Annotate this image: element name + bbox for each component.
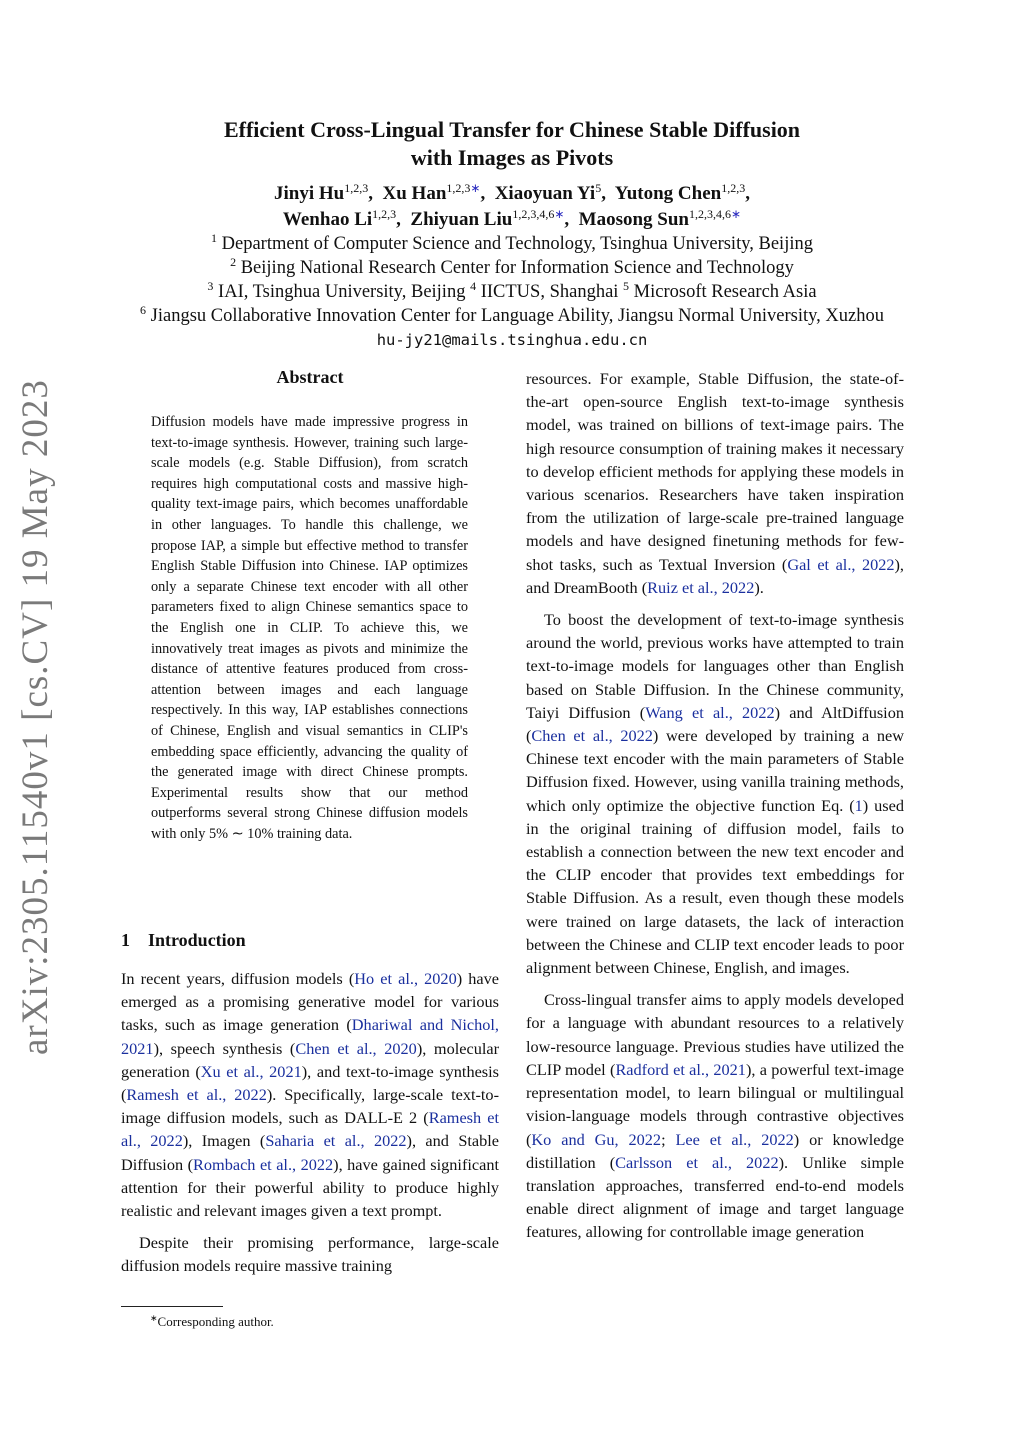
author-affil-sup: 1,2,3,4,6 bbox=[689, 207, 731, 221]
paragraph-text: ) and AltDiffusion ( bbox=[526, 702, 904, 746]
right-column bbox=[526, 367, 904, 1253]
paragraph bbox=[121, 967, 499, 1222]
paragraph bbox=[526, 367, 904, 599]
author-name: Yutong Chen bbox=[614, 183, 722, 204]
paragraph bbox=[121, 1231, 499, 1277]
citation-link[interactable]: Ramesh et al., 2022 bbox=[121, 1108, 499, 1151]
author-line-1: Jinyi Hu$^{1,2,3}$, Xu Han$^{1,2,3∗}$, Xiaoyuan Yi$^5$, Yutong Chen$^{1,2,3}$, bbox=[274, 181, 750, 204]
paragraph-text: ), and Stable Diffusion ( bbox=[121, 1131, 500, 1174]
author-name: Jinyi Hu bbox=[274, 183, 345, 204]
citation-link[interactable]: Dhariwal and Nichol, 2021 bbox=[121, 1015, 499, 1058]
citation-link[interactable]: Chen et al., 2022 bbox=[531, 726, 653, 746]
paragraph-text: ) were developed by training a new Chinese text encoder with the main parameters of Stable Diffusion fixed. However, using vanilla training methods, which only optimize the objective function Eq. ( bbox=[526, 726, 905, 815]
citation-link[interactable]: Ramesh et al., 2022 bbox=[126, 1085, 267, 1105]
abstract-heading: Abstract bbox=[276, 367, 344, 387]
paragraph-text: ), have gained significant attention for their powerful ability to produce highly realistic and relevant images given a text prompt. bbox=[121, 1154, 500, 1221]
citation-link[interactable]: Saharia et al., 2022 bbox=[265, 1131, 407, 1151]
paragraph-text: ; bbox=[661, 1129, 676, 1149]
author-name: Wenhao Li bbox=[282, 209, 373, 230]
author-affil-sup: 1,2,3,4,6 bbox=[512, 207, 555, 221]
corresponding-star-icon: ∗ bbox=[731, 207, 742, 221]
citation-link[interactable]: Gal et al., 2022 bbox=[787, 554, 895, 574]
citation-link[interactable]: 1 bbox=[854, 795, 863, 815]
affiliation-line-4: $^6$ Jiangsu Collaborative Innovation Center for Language Ability, Jiangsu Normal University, Xuzhou bbox=[140, 303, 884, 326]
author-name: Xiaoyuan Yi bbox=[494, 183, 596, 204]
author-name: Xu Han bbox=[382, 183, 447, 204]
paper-title bbox=[120, 116, 904, 172]
abstract-text: Diffusion models have made impressive progress in text-to-image synthesis. However, training such large-scale models (e.g. Stable Diffusion), from scratch requires high computational costs and massive high-quality text-image pairs, which becomes unaffordable in other languages. To handle this challenge, we propose IAP, a simple but effective method to transfer English Stable Diffusion into Chinese. IAP optimizes only a separate Chinese text encoder with all other parameters fixed to align Chinese semantics space to the English one in CLIP. To achieve this, we innovatively treat images as pivots and minimize the distance of attentive features produced from cross-attention between images and each language respectively. In this way, IAP establishes connections of Chinese, English and visual semantics in CLIP's embedding space efficiently, advancing the quality of the generated image with direct Chinese prompts. Experimental results show that our method outperforms several strong Chinese diffusion models with only 5% ∼ 10% training data. bbox=[151, 414, 468, 842]
citation-link[interactable]: Chen et al., 2020 bbox=[295, 1038, 417, 1058]
paragraph-text: resources. For example, Stable Diffusion, the state-of-the-art open-source English text-to-image synthesis model, was trained on billions of text-image pairs. The high resource consumption of training makes it necessary to develop efficient methods for applying these models in various scenarios. Researchers have taken inspiration from the utilization of large-scale pre-trained language models and have designed finetuning methods for few-shot tasks, such as Textual Inversion ( bbox=[526, 369, 904, 574]
paragraph-text: ), Imagen ( bbox=[182, 1131, 266, 1151]
section-heading-introduction bbox=[121, 930, 264, 951]
paragraph-text: ) used in the original training of diffusion model, fails to establish a connection between the new text encoder and the CLIP encoder that provides text embeddings for Stable Diffusion. As a result, even though these models were trained on large datasets, the lack of interaction between the Chinese and CLIP text encoder leads to poor alignment between Chinese, English, and images. bbox=[526, 795, 904, 978]
citation-link[interactable]: Radford et al., 2021 bbox=[615, 1059, 746, 1079]
affiliation-line-2: $^2$ Beijing National Research Center for Information Science and Technology bbox=[230, 255, 794, 278]
citation-link[interactable]: Ko and Gu, 2022 bbox=[531, 1129, 662, 1149]
footnote bbox=[150, 1313, 274, 1330]
footnote-text: Corresponding author. bbox=[157, 1314, 274, 1329]
author-affil-sup: 1,2,3 bbox=[344, 181, 369, 195]
paragraph-text: To boost the development of text-to-image synthesis around the world, previous works have attempted to train text-to-image models for languages other than English based on Stable Diffusion. In the Chinese community, Taiyi Diffusion ( bbox=[526, 610, 904, 722]
paragraph-text: ), speech synthesis ( bbox=[153, 1038, 296, 1058]
paragraph-text: Cross-lingual transfer aims to apply models developed for a language with abundant resources to a relatively low-resource language. Previous studies have utilized the CLIP model ( bbox=[526, 990, 904, 1079]
footnote-mark: ∗ bbox=[150, 1313, 158, 1323]
affiliation-line-3: $^3$ IAI, Tsinghua University, Beijing $^4$ IICTUS, Shanghai $^5$ Microsoft Research Asia bbox=[207, 279, 817, 302]
paragraph-text: ). Specifically, large-scale text-to-image diffusion models, such as DALL-E 2 ( bbox=[121, 1085, 499, 1128]
paragraph-text: ). Unlike simple translation approaches, transferred end-to-end models enable direct alignment of image and target language features, allowing for controllable image generation bbox=[526, 1152, 904, 1242]
citation-link[interactable]: Ruiz et al., 2022 bbox=[647, 577, 755, 597]
paragraph bbox=[526, 988, 904, 1243]
paragraph-text: Despite their promising performance, large-scale diffusion models require massive training bbox=[121, 1233, 499, 1276]
paragraph-text: ) or knowledge distillation ( bbox=[526, 1129, 904, 1172]
author-affil-sup: 5 bbox=[595, 181, 602, 195]
section-number: 1 bbox=[121, 930, 130, 950]
corresponding-star-icon: ∗ bbox=[554, 207, 565, 221]
author-name: Zhiyuan Liu bbox=[410, 209, 513, 230]
paragraph-text: ), a powerful text-image representation model, to learn bilingual or multilingual vision-language models through contrastive objectives ( bbox=[526, 1059, 905, 1149]
arxiv-stamp: arXiv:2305.11540v1 [cs.CV] 19 May 2023 bbox=[15, 379, 56, 1055]
affiliation-line-1: $^1$ Department of Computer Science and Technology, Tsinghua University, Beijing bbox=[211, 231, 813, 254]
section-title: Introduction bbox=[148, 930, 246, 950]
left-column bbox=[121, 967, 499, 1287]
paragraph-text: ). bbox=[754, 577, 764, 597]
paragraph bbox=[526, 608, 904, 979]
footnote-rule bbox=[121, 1306, 223, 1307]
paragraph-text: In recent years, diffusion models ( bbox=[121, 969, 355, 988]
paragraph-text: ), molecular generation ( bbox=[121, 1038, 500, 1081]
author-list bbox=[120, 181, 904, 233]
author-affil-sup: 1,2,3 bbox=[721, 181, 746, 195]
citation-link[interactable]: Carlsson et al., 2022 bbox=[615, 1152, 779, 1172]
citation-link[interactable]: Xu et al., 2021 bbox=[200, 1061, 302, 1081]
author-line-2: Wenhao Li$^{1,2,3}$, Zhiyuan Liu$^{1,2,3,4,6∗}$, Maosong Sun$^{1,2,3,4,6∗}$ bbox=[282, 207, 742, 230]
citation-link[interactable]: Lee et al., 2022 bbox=[675, 1129, 794, 1149]
author-affil-sup: 1,2,3 bbox=[372, 207, 397, 221]
citation-link[interactable]: Wang et al., 2022 bbox=[645, 702, 775, 722]
title-line-2: with Images as Pivots bbox=[410, 145, 614, 170]
citation-link[interactable]: Ho et al., 2020 bbox=[354, 969, 457, 988]
author-affil-sup: 1,2,3 bbox=[446, 181, 471, 195]
affiliations bbox=[90, 232, 934, 352]
paragraph-text: ), and DreamBooth ( bbox=[526, 554, 905, 597]
citation-link[interactable]: Rombach et al., 2022 bbox=[193, 1154, 334, 1174]
contact-email[interactable]: hu-jy21@mails.tsinghua.edu.cn bbox=[376, 331, 648, 349]
paragraph-text: ) have emerged as a promising generative model for various tasks, such as image generation ( bbox=[121, 969, 499, 1035]
author-name: Maosong Sun bbox=[578, 209, 689, 230]
title-line-1: Efficient Cross-Lingual Transfer for Chinese Stable Diffusion bbox=[223, 117, 801, 142]
corresponding-star-icon: ∗ bbox=[470, 181, 481, 195]
paragraph-text: ), and text-to-image synthesis ( bbox=[121, 1061, 500, 1105]
